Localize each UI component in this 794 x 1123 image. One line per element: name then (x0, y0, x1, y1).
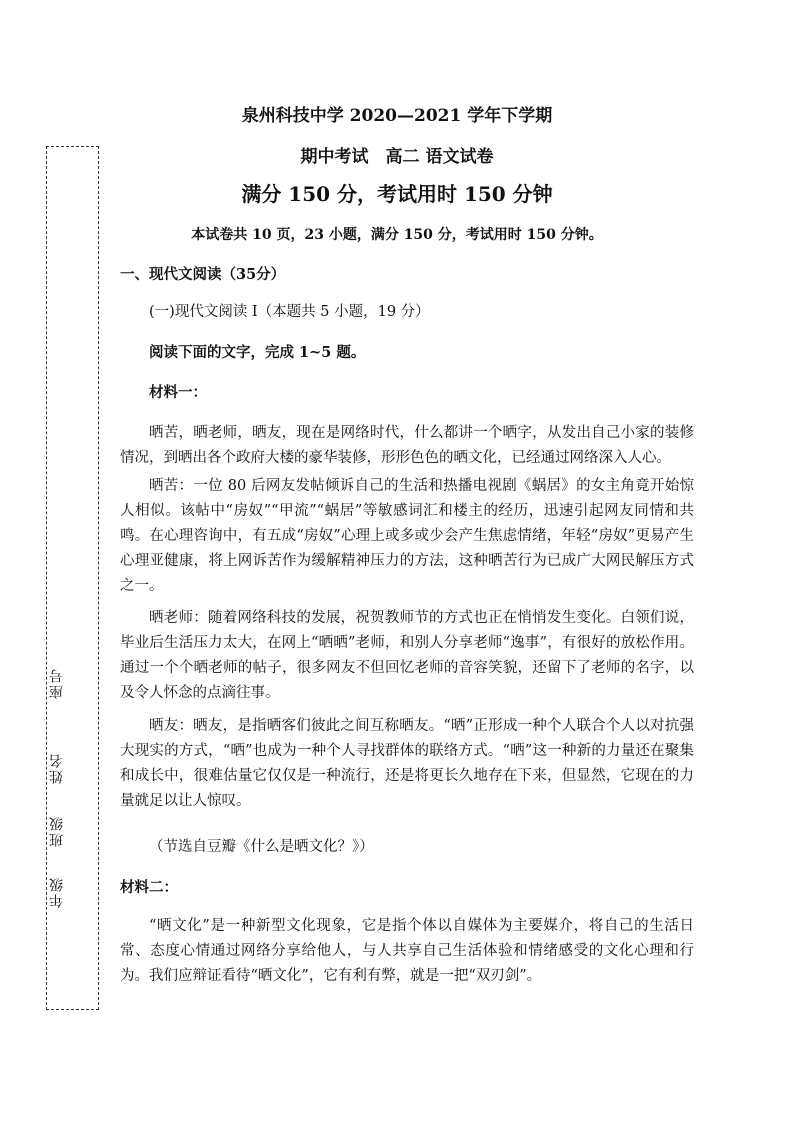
paragraph-shaiku: 晒苦：一位 80 后网友发帖倾诉自己的生活和热播电视剧《蜗居》的女主角竟开始惊人相似。该帖中“房奴”“甲流”“蜗居”等敏感词汇和楼主的经历，迅速引起网友同情和共鸣。在心理咨询中，有五成“房奴”心理上或多或少会产生焦虑情绪，年轻“房奴”更易产生心理亚健康，将上网诉苦作为缓解精神压力的方法，这种晒苦行为已成广大网民解压方式之一。 (120, 478, 694, 594)
paragraph-intro: 晒苦，晒老师，晒友，现在是网络时代，什么都讲一个晒字，从发出自己小家的装修情况，到晒出各个政府大楼的豪华装修，形形色色的晒文化，已经通过网络深入人心。 (120, 425, 694, 466)
material-two-label: 材料二： (120, 879, 178, 896)
material-one-label: 材料一： (149, 384, 207, 401)
grade-label: 年级 (49, 876, 65, 908)
source-citation: （节选自豆瓣《什么是晒文化？》） (149, 839, 374, 855)
exam-title-school: 泉州科技中学 2020—2021 学年下学期 (241, 106, 553, 126)
class-label: 班级 (49, 815, 65, 847)
name-label: 姓名 (49, 752, 65, 784)
section-heading: 一、现代文阅读（35分） (120, 266, 286, 283)
exam-title-subject: 期中考试 高二 语文试卷 (300, 147, 494, 167)
paragraph-material-two: “晒文化”是一种新型文化现象，它是指个体以自媒体为主要媒介，将自己的生活日常、态度心情通过网络分享给他人，与人共享自己生活体验和情绪感受的文化心理和行为。我们应辩证看待“晒文化”，它有利有弊，就是一把“双刃剑”。 (120, 918, 694, 984)
exam-title-score: 满分 150 分，考试用时 150 分钟 (241, 182, 553, 206)
reading-instruction: 阅读下面的文字，完成 1~5 题。 (149, 344, 366, 361)
exam-info: 本试卷共 10 页，23 小题，满分 150 分，考试用时 150 分钟。 (191, 227, 603, 243)
seat-label: 座号 (49, 667, 65, 699)
paragraph-shaiyou: 晒友：晒友，是指晒客们彼此之间互称晒友。“晒”正形成一种个人联合个人以对抗强大现实的方式，“晒”也成为一种个人寻找群体的联络方式。“晒”这一种新的力量还在聚集和成长中，很难估量它仅仅是一种流行，还是将更长久地存在下来，但显然，它现在的力量就足以让人惊叹。 (120, 718, 694, 809)
subsection-heading: (一)现代文阅读 I（本题共 5 小题，19 分） (149, 304, 430, 320)
binding-margin-box (46, 146, 99, 1010)
paragraph-shailaoshi: 晒老师：随着网络科技的发展，祝贺教师节的方式也正在悄悄发生变化。白领们说，毕业后生活压力太大，在网上“晒晒”老师，和别人分享老师“逸事”，有很好的放松作用。通过一个个晒老师的帖子，很多网友不但回忆老师的音容笑貌，还留下了老师的名字，以及令人怀念的点滴往事。 (120, 610, 694, 701)
